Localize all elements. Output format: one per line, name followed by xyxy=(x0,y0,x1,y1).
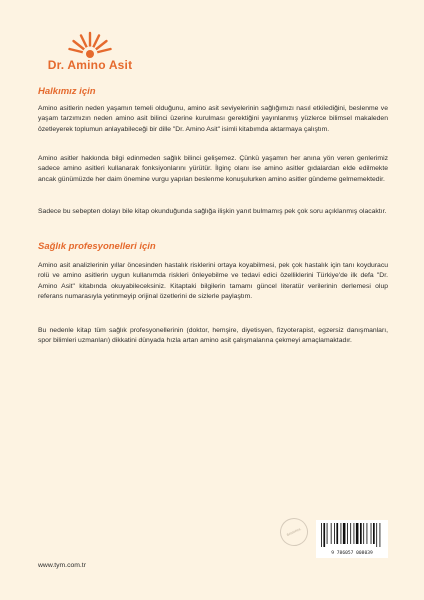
isbn-barcode xyxy=(316,520,388,558)
bandrol-stamp: BANDROL xyxy=(275,513,312,550)
sun-rays-icon xyxy=(66,30,114,58)
paragraph-public-1: Amino asitlerin neden yaşamın temeli olduğunu, amino asit seviyelerinin sağlığımızı nasıl etkilediğini, beslenme ve yaşam tarzımızın neden amino asit bilinci üzerine kurulması gerektiğini yayınlanmış yüzlerce bilimsel makaleden özetleyerek toplumun anlayabileceği bir dille "Dr. Amino Asit" isimli kitabımda aktarmaya çalıştım. xyxy=(38,105,388,133)
section-heading-public: Halkımız için xyxy=(38,86,96,97)
section-heading-professionals: Sağlık profesyonelleri için xyxy=(38,241,156,252)
paragraph-professionals-2: Bu nedenle kitap tüm sağlık profesyonellerinin (doktor, hemşire, diyetisyen, fizyoterapist, egzersiz danışmanları, spor bilimleri uzmanları) dikkatini dünyada hızla artan amino asit çalışmalarına çekmeyi amaçlamaktadır. xyxy=(38,327,388,345)
paragraph-public-3: Sadece bu sebepten dolayı bile kitap okunduğunda sağlığa ilişkin yanıt bulmamış pek çok soru açıklanmış olacaktır. xyxy=(38,208,387,215)
publisher-website: www.tym.com.tr xyxy=(38,562,86,569)
logo-text: Dr. Amino Asit xyxy=(47,58,133,72)
paragraph-public-2: Amino asitler hakkında bilgi edinmeden sağlık bilinci gelişemez. Çünkü yaşamın her anına yön veren genlerimiz sadece amino asitleri kullanarak fonksiyonlarını yürütür. İlginç olanı ise amino asitler gıdalardan elde edilmekte ancak günümüzde her daim önemine vurgu yapılan beslenme konuşulurken amino asitler gündeme gelmemektedir. xyxy=(38,155,388,183)
logo xyxy=(40,30,140,74)
barcode-number: 9 786057 008039 xyxy=(331,551,373,556)
paragraph-professionals-1: Amino asit analizlerinin yıllar öncesinden hastalık risklerini ortaya koyabilmesi, pek çok hastalık için tanı koyduracu rolü ve amino asitlerin uygun kullanımda riskleri önleyebilme ve tedavi edici özelliklerini Türkiye'de ilk defa "Dr. Amino Asit" kitabında okuyabileceksiniz. Kitaptaki bilgilerin tamamı güncel literatür verilerinin derlemesi olup referans numarasıyla yetinmeyip orijinal özetlerini de sizlerle paylaştım. xyxy=(38,262,388,300)
barcode-bars xyxy=(320,523,384,547)
